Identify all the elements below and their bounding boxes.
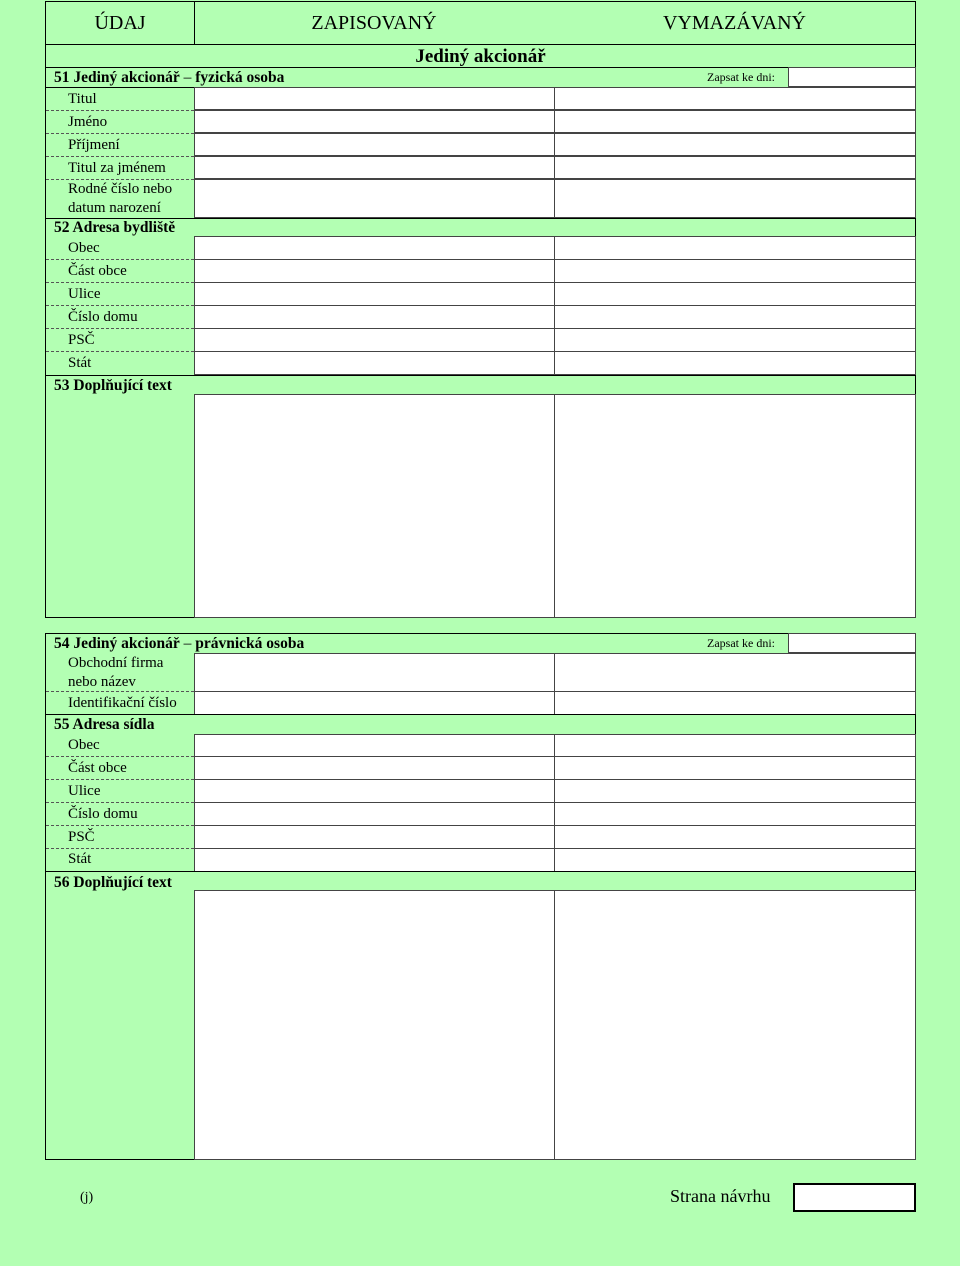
- input-sidlo-cast-obce-zapisovany[interactable]: [194, 756, 555, 780]
- sidlo-bottom-line: [45, 871, 916, 872]
- input-psc-zapisovany[interactable]: [194, 328, 555, 352]
- input-ulice-zapisovany[interactable]: [194, 282, 555, 306]
- dash-sep: [46, 282, 194, 283]
- dash-sep: [46, 848, 194, 849]
- section-52-heading: 52 Adresa bydliště: [54, 219, 176, 236]
- input-cast-obce-vymazavany[interactable]: [554, 259, 916, 283]
- zapsat-ke-dni-label: Zapsat ke dni:: [707, 70, 775, 84]
- header-col-udaj: ÚDAJ: [94, 12, 146, 34]
- input-titul-vymazavany[interactable]: [554, 87, 916, 110]
- dash-sep: [46, 802, 194, 803]
- dash-sep: [46, 156, 194, 157]
- field-label-psc-2: PSČ: [68, 829, 95, 845]
- input-rodne-cislo-vymazavany[interactable]: [554, 179, 916, 218]
- field-label-stat-2: Stát: [68, 851, 92, 867]
- input-stat-vymazavany[interactable]: [554, 351, 916, 375]
- address-bottom-line: [45, 375, 916, 376]
- company-bottom-line: [45, 714, 916, 715]
- input-sidlo-cast-obce-vymazavany[interactable]: [554, 756, 916, 780]
- input-sidlo-psc-zapisovany[interactable]: [194, 825, 555, 849]
- dash-sep: [46, 351, 194, 352]
- input-sidlo-psc-vymazavany[interactable]: [554, 825, 916, 849]
- input-sidlo-cislo-domu-vymazavany[interactable]: [554, 802, 916, 826]
- dash-sep: [46, 110, 194, 111]
- input-psc-vymazavany[interactable]: [554, 328, 916, 352]
- section-54-dash: –: [183, 635, 192, 652]
- textarea-doplnujici-vymazavany[interactable]: [554, 394, 916, 618]
- textarea-doplnujici-2-vymazavany[interactable]: [554, 890, 916, 1160]
- field-label-ulice: Ulice: [68, 286, 101, 302]
- field-label-cast-obce: Část obce: [68, 263, 127, 279]
- textarea-doplnujici-zapisovany[interactable]: [194, 394, 555, 618]
- input-stat-zapisovany[interactable]: [194, 351, 555, 375]
- dash-sep: [46, 825, 194, 826]
- input-sidlo-stat-vymazavany[interactable]: [554, 848, 916, 872]
- section-55-heading: 55 Adresa sídla: [54, 716, 155, 733]
- textarea-doplnujici-2-zapisovany[interactable]: [194, 890, 555, 1160]
- input-rodne-cislo-zapisovany[interactable]: [194, 179, 555, 218]
- input-cislo-domu-vymazavany[interactable]: [554, 305, 916, 329]
- section-56-heading: 56 Doplňující text: [54, 874, 172, 891]
- input-ico-zapisovany[interactable]: [194, 691, 555, 715]
- dash-sep: [46, 305, 194, 306]
- section-51-title: 51 Jediný akcionář: [54, 69, 180, 86]
- input-titul-za-jmenem-zapisovany[interactable]: [194, 156, 555, 179]
- header-bottom-line: [45, 44, 916, 45]
- field-label-obchodni-firma: Obchodní firma: [68, 655, 164, 671]
- input-sidlo-cislo-domu-zapisovany[interactable]: [194, 802, 555, 826]
- input-obchodni-firma-zapisovany[interactable]: [194, 653, 555, 692]
- input-jmeno-zapisovany[interactable]: [194, 110, 555, 133]
- field-label-stat: Stát: [68, 355, 92, 371]
- zapsat-ke-dni-label-2: Zapsat ke dni:: [707, 636, 775, 650]
- section-51-subtitle: fyzická osoba: [195, 69, 285, 86]
- field-label-nebo-nazev: nebo název: [68, 674, 136, 690]
- section-51-heading: [54, 69, 284, 86]
- input-ulice-vymazavany[interactable]: [554, 282, 916, 306]
- section-54-title: 54 Jediný akcionář: [54, 635, 180, 652]
- input-titul-zapisovany[interactable]: [194, 87, 555, 110]
- section-51-dash: –: [183, 69, 192, 86]
- field-label-datum-narozeni: datum narození: [68, 200, 161, 216]
- page-number-input[interactable]: [793, 1183, 916, 1212]
- field-label-jmeno: Jméno: [68, 114, 108, 130]
- input-cast-obce-zapisovany[interactable]: [194, 259, 555, 283]
- page-label: Strana návrhu: [670, 1186, 771, 1206]
- zapsat-ke-dni-input-2[interactable]: [788, 633, 916, 653]
- dash-sep: [46, 259, 194, 260]
- dash-sep: [46, 133, 194, 134]
- input-sidlo-obec-zapisovany[interactable]: [194, 734, 555, 757]
- section-54-subtitle: právnická osoba: [195, 635, 305, 652]
- dash-sep: [46, 756, 194, 757]
- input-prijmeni-vymazavany[interactable]: [554, 133, 916, 156]
- input-jmeno-vymazavany[interactable]: [554, 110, 916, 133]
- field-label-psc: PSČ: [68, 332, 95, 348]
- input-obec-vymazavany[interactable]: [554, 236, 916, 260]
- section-53-heading: 53 Doplňující text: [54, 377, 172, 394]
- input-sidlo-ulice-vymazavany[interactable]: [554, 779, 916, 803]
- dash-sep: [46, 779, 194, 780]
- field-label-obec: Obec: [68, 240, 100, 256]
- section-title: Jediný akcionář: [415, 46, 546, 67]
- header-col-zapisovany: ZAPISOVANÝ: [311, 12, 437, 34]
- input-sidlo-stat-zapisovany[interactable]: [194, 848, 555, 872]
- field-label-identifikacni-cislo: Identifikační číslo: [68, 695, 177, 711]
- input-sidlo-obec-vymazavany[interactable]: [554, 734, 916, 757]
- field-label-ulice-2: Ulice: [68, 783, 101, 799]
- input-titul-za-jmenem-vymazavany[interactable]: [554, 156, 916, 179]
- field-label-prijmeni: Příjmení: [68, 137, 120, 153]
- person-bottom-line: [45, 218, 916, 219]
- dash-sep: [46, 691, 194, 692]
- section-54-heading: [54, 635, 304, 652]
- field-label-obec-2: Obec: [68, 737, 100, 753]
- footer-mark: (j): [80, 1190, 94, 1205]
- dash-sep: [46, 328, 194, 329]
- header-col-vymazavany: VYMAZÁVANÝ: [663, 12, 806, 34]
- input-ico-vymazavany[interactable]: [554, 691, 916, 715]
- dash-sep: [46, 179, 194, 180]
- input-cislo-domu-zapisovany[interactable]: [194, 305, 555, 329]
- input-sidlo-ulice-zapisovany[interactable]: [194, 779, 555, 803]
- field-label-titul-za-jmenem: Titul za jménem: [68, 160, 166, 176]
- section-title-bottom-line: [45, 67, 916, 68]
- zapsat-ke-dni-input[interactable]: [788, 67, 916, 87]
- field-label-cast-obce-2: Část obce: [68, 760, 127, 776]
- field-label-cislo-domu: Číslo domu: [68, 309, 138, 325]
- field-label-titul: Titul: [68, 91, 97, 107]
- input-prijmeni-zapisovany[interactable]: [194, 133, 555, 156]
- input-obec-zapisovany[interactable]: [194, 236, 555, 260]
- field-label-rodne-cislo: Rodné číslo nebo: [68, 181, 173, 197]
- input-obchodni-firma-vymazavany[interactable]: [554, 653, 916, 692]
- field-label-cislo-domu-2: Číslo domu: [68, 806, 138, 822]
